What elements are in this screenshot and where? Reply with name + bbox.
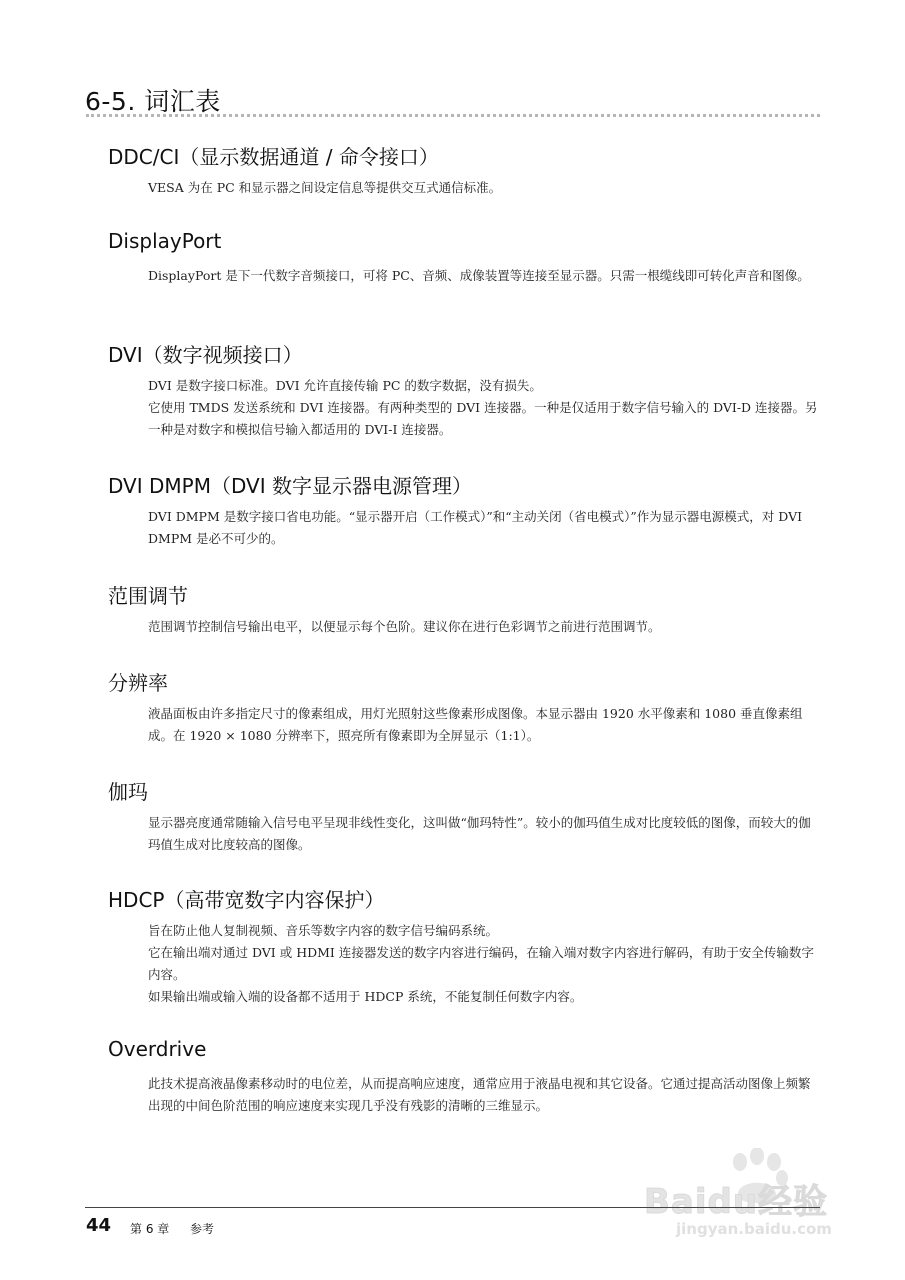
term-description: [148, 265, 820, 287]
description-line: DVI DMPM 是数字接口省电功能。“显示器开启（工作模式）”和“主动关闭（省电模式）”作为显示器电源模式，对 DVI DMPM 是必不可少的。: [148, 509, 803, 546]
term-description: [148, 375, 820, 441]
term-heading: DDC/CI（显示数据通道 / 命令接口）: [108, 145, 439, 169]
term-heading: 范围调节: [108, 584, 188, 608]
title-dotted-divider: [86, 114, 820, 117]
description-line: VESA 为在 PC 和显示器之间设定信息等提供交互式通信标准。: [148, 180, 502, 195]
term-description: [148, 177, 820, 199]
section-label: 参考: [190, 1222, 215, 1236]
term-description: [148, 616, 820, 638]
description-line: 旨在防止他人复制视频、音乐等数字内容的数字信号编码系统。: [148, 923, 499, 938]
baidu-watermark: [640, 1148, 860, 1248]
term-heading: 伽玛: [108, 780, 148, 804]
term-description: [148, 703, 820, 747]
term-heading: DVI（数字视频接口）: [108, 343, 303, 367]
footer-divider: [85, 1207, 820, 1208]
page-number: 44: [86, 1215, 112, 1236]
chapter-label: 第 6 章: [130, 1222, 170, 1236]
description-line: 液晶面板由许多指定尺寸的像素组成，用灯光照射这些像素形成图像。本显示器由 1920 水平像素和 1080 垂直像素组成。在 1920 × 1080 分辨率下，照亮所有像素即为全屏显示（1:1）。: [148, 706, 803, 743]
term-heading: Overdrive: [108, 1037, 207, 1061]
term-description: [148, 1073, 820, 1117]
description-line: 显示器亮度通常随输入信号电平呈现非线性变化，这叫做“伽玛特性”。较小的伽玛值生成对比度较低的图像，而较大的伽玛值生成对比度较高的图像。: [148, 815, 811, 852]
term-heading: 分辨率: [108, 671, 168, 695]
term-description: [148, 920, 820, 1008]
term-heading: DVI DMPM（DVI 数字显示器电源管理）: [108, 474, 472, 498]
description-line: 它在输出端对通过 DVI 或 HDMI 连接器发送的数字内容进行编码，在输入端对数字内容进行解码，有助于安全传输数字内容。: [148, 945, 814, 982]
description-line: 范围调节控制信号输出电平，以便显示每个色阶。建议你在进行色彩调节之前进行范围调节。: [148, 619, 661, 634]
term-description: [148, 506, 820, 550]
term-heading: DisplayPort: [108, 229, 222, 253]
description-line: DVI 是数字接口标准。DVI 允许直接传输 PC 的数字数据，没有损失。: [148, 378, 542, 393]
description-line: 此技术提高液晶像素移动时的电位差，从而提高响应速度，通常应用于液晶电视和其它设备。它通过提高活动图像上频繁出现的中间色阶范围的响应速度来实现几乎没有残影的清晰的三维显示。: [148, 1076, 811, 1113]
watermark-brand: Baidu经验: [644, 1182, 829, 1222]
term-description: [148, 812, 820, 856]
description-line: 它使用 TMDS 发送系统和 DVI 连接器。有两种类型的 DVI 连接器。一种是仅适用于数字信号输入的 DVI-D 连接器。另一种是对数字和模拟信号输入都适用的 DVI-I 连接器。: [148, 400, 818, 437]
description-line: 如果输出端或输入端的设备都不适用于 HDCP 系统，不能复制任何数字内容。: [148, 989, 583, 1004]
description-line: DisplayPort 是下一代数字音频接口，可将 PC、音频、成像装置等连接至显示器。只需一根缆线即可转化声音和图像。: [148, 268, 810, 283]
term-heading: HDCP（高带宽数字内容保护）: [108, 888, 385, 912]
watermark-url: jingyan.baidu.com: [676, 1220, 832, 1238]
page-title: 6-5. 词汇表: [85, 87, 221, 116]
